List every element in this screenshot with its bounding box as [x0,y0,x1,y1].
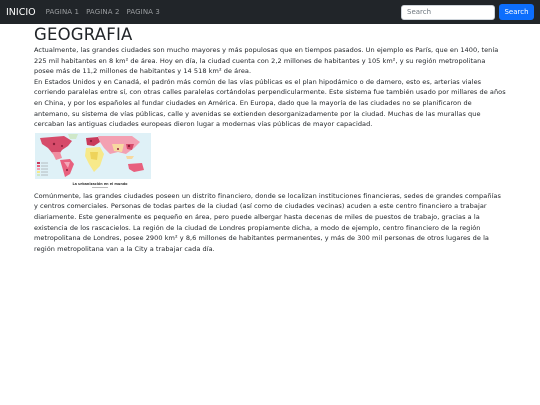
paragraph-distrito-financiero: Comúnmente, las grandes ciudades poseen un distrito financiero, donde se localizan instituciones financieras, sedes de grandes compañías y centros comerciales. Personas de todas partes de la ciudad (así como de ciudades vecinas) acuden a este centro financiero a trabajar diariamente. Este generalmente es pequeño en área, pero puede albergar hasta decenas de miles de puestos de trabajo, gracias a la existencia de los rascacielos. La región de la ciudad de Londres propiamente dicha, a modo de ejemplo, centro financiero de la región metropolitana de Londres, posee 2900 km² y 8,6 millones de habitantes permanentes, y más de 300 mil personas de otros lugares de la región metropolitana van a la City a trabajar cada día. [34,191,501,253]
nav-link-pagina-3[interactable]: PAGINA 3 [126,8,160,16]
paragraph-vias-publicas: En Estados Unidos y en Canadá, el padrón más común de las vías públicas es el plan hipodámico o de damero, esto es, arterias viales corriendo paralelas entre sí, con otras calles paralelas cortándolas perpendicularmente. Este sistema fue también usado por millares de años en China, y por los españoles al fundar ciudades en América. En Europa, dado que la mayoría de las ciudades no se planificaron de antemano, su sistema de vías públicas, calle y avenidas se extienden desorganizadamente por la ciudad. Muchas de las murallas que cercaban las antiguas ciudades europeas dieron lugar a modernas vías públicas de mayor capacidad. [34,77,506,129]
world-urbanization-map [34,132,152,190]
search-input[interactable] [401,5,495,20]
main-content [0,24,540,254]
nav-link-pagina-1[interactable]: PAGINA 1 [45,8,80,16]
paragraph-paris: Actualmente, las grandes ciudades son mucho mayores y más populosas que en tiempos pasados. Un ejemplo es París, que en 1400, tenía 225 mil habitantes en 8 km² de área. Hoy en día, la ciudad cuenta con 2,2 millones de habitantes y 105 km², y su región metropolitana posee más de 11,2 millones de habitantes y 14 518 km² de área. [34,46,499,76]
nav-link-pagina-2[interactable]: PAGINA 2 [86,8,120,16]
page-title: GEOGRAFIA [34,25,133,44]
search-button[interactable]: Search [499,4,534,20]
map-caption: La urbanización en el mundo [72,181,128,186]
top-navbar [0,0,540,24]
nav-brand-inicio[interactable]: INICIO [6,6,36,18]
